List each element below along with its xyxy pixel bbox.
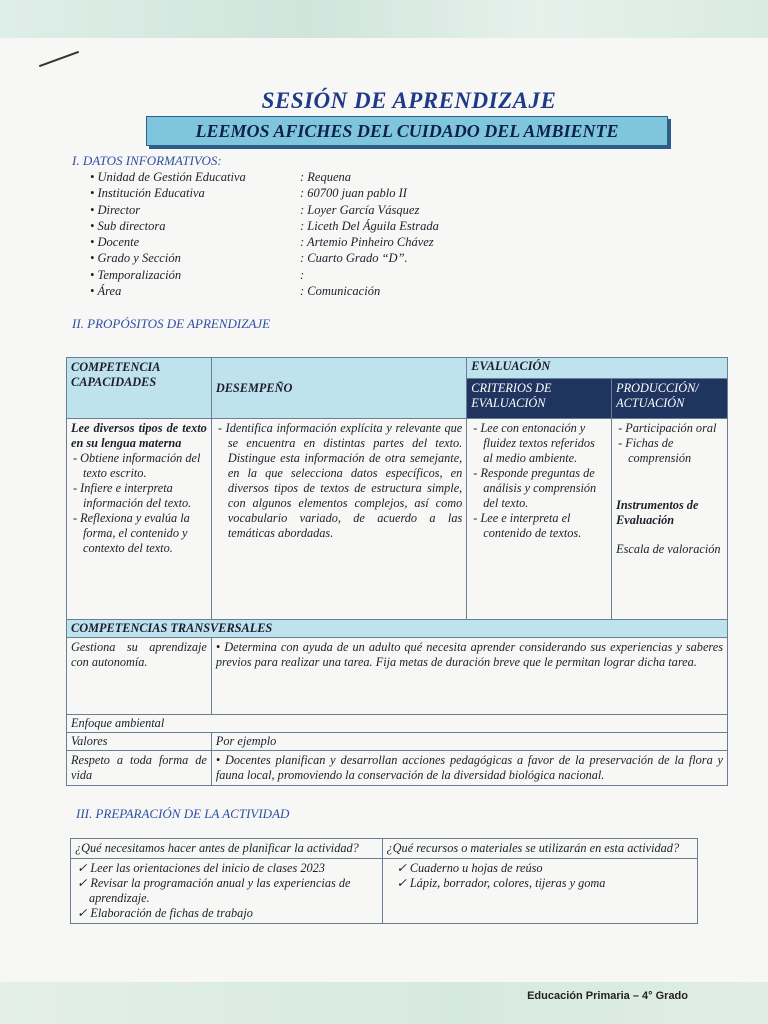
info-row: • Temporalización : — [90, 268, 439, 284]
desempeno-cell: - Identifica información explícita y relevante que se encuentra en distintas partes del texto. Distingue esta información de otra semejante, en la que selecciona datos específicos, en diversos tipos de textos de estructura simple, con algunos elementos complejos, así como vocabulario variado, de acuerdo a las temáticas abordadas. — [211, 419, 466, 620]
ejemplo-header: Por ejemplo — [211, 733, 727, 751]
criterios-header: CRITERIOS DE EVALUACIÓN — [467, 378, 612, 418]
capacidad-item: - Obtiene información del texto escrito. — [83, 451, 207, 481]
top-band — [0, 0, 768, 38]
competencia-header: COMPETENCIA CAPACIDADES — [67, 358, 212, 419]
instrumentos-title: Instrumentos de Evaluación — [616, 498, 699, 527]
produccion-item: - Participación oral — [628, 421, 723, 436]
info-row: • Institución Educativa : 60700 juan pablo II — [90, 186, 439, 202]
question-2: ¿Qué recursos o materiales se utilizarán en esta actividad? — [382, 839, 697, 859]
info-row: • Docente : Artemio Pinheiro Chávez — [90, 235, 439, 251]
answer-item: ✓ Cuaderno u hojas de reúso — [409, 861, 693, 876]
evaluacion-header: EVALUACIÓN — [467, 358, 728, 379]
answer-item: ✓ Elaboración de fichas de trabajo — [89, 906, 378, 921]
transversal-description: • Determina con ayuda de un adulto qué necesita aprender considerando sus experiencias y saberes previos para realizar una tarea. Fija metas de duración breve que le permitan lograr dicha tarea. — [211, 638, 727, 715]
answers-2 — [382, 859, 697, 924]
info-row: • Grado y Sección : Cuarto Grado “D”. — [90, 251, 439, 267]
page-title: SESIÓN DE APRENDIZAJE — [261, 88, 557, 113]
info-row: • Sub directora : Liceth Del Águila Estrada — [90, 219, 439, 235]
competencia-cell: Lee diversos tipos de texto en su lengua materna - Obtiene información del texto escrito. - Infiere e interpreta información del texto. - Reflexiona y evalúa la forma, el contenido y contexto del texto. — [67, 419, 212, 620]
ejemplo-cell: • Docentes planifican y desarrollan acciones pedagógicas a favor de la preservación de la flora y fauna local, promoviendo la conservación de la diversidad biológica nacional. — [211, 751, 727, 786]
section3-heading: III. PREPARACIÓN DE LA ACTIVIDAD — [76, 806, 290, 821]
transversales-header: COMPETENCIAS TRANSVERSALES — [67, 620, 728, 638]
bottom-band — [0, 982, 768, 1024]
instrumentos-value: Escala de valoración — [616, 542, 721, 556]
answer-item: ✓ Revisar la programación anual y las experiencias de aprendizaje. — [89, 876, 378, 906]
produccion-item: - Fichas de comprensión — [628, 436, 723, 466]
enfoque-row: Enfoque ambiental — [67, 715, 728, 733]
question-1: ¿Qué necesitamos hacer antes de planificar la actividad? — [71, 839, 383, 859]
capacidad-item: - Reflexiona y evalúa la forma, el contenido y contexto del texto. — [83, 511, 207, 556]
info-row: • Área : Comunicación — [90, 284, 439, 300]
produccion-header: PRODUCCIÓN/ ACTUACIÓN — [612, 378, 728, 418]
section1-heading: I. DATOS INFORMATIVOS: — [72, 153, 222, 168]
info-list — [90, 170, 439, 300]
criterios-cell — [467, 419, 612, 620]
produccion-cell — [612, 419, 728, 620]
criterio-item: - Lee e interpreta el contenido de textos. — [483, 511, 607, 541]
answer-item: ✓ Lápiz, borrador, colores, tijeras y goma — [409, 876, 693, 891]
purposes-table — [66, 357, 728, 786]
pen-mark — [39, 51, 79, 67]
section2-heading: II. PROPÓSITOS DE APRENDIZAJE — [72, 316, 271, 331]
answers-1 — [71, 859, 383, 924]
transversal-competencia: Gestiona su aprendizaje con autonomía. — [67, 638, 212, 715]
footer-grade: Educación Primaria – 4° Grado — [527, 990, 688, 1002]
valores-header: Valores — [67, 733, 212, 751]
answer-item: ✓ Leer las orientaciones del inicio de clases 2023 — [89, 861, 378, 876]
capacidad-item: - Infiere e interpreta información del texto. — [83, 481, 207, 511]
info-row: • Director : Loyer García Vásquez — [90, 203, 439, 219]
desempeno-header: DESEMPEÑO — [211, 358, 466, 419]
session-subtitle: LEEMOS AFICHES DEL CUIDADO DEL AMBIENTE — [146, 116, 668, 146]
valor-cell: Respeto a toda forma de vida — [67, 751, 212, 786]
preparation-table — [70, 838, 698, 924]
criterio-item: - Responde preguntas de análisis y comprensión del texto. — [483, 466, 607, 511]
criterio-item: - Lee con entonación y fluidez textos referidos al medio ambiente. — [483, 421, 607, 466]
info-row: • Unidad de Gestión Educativa : Requena — [90, 170, 439, 186]
